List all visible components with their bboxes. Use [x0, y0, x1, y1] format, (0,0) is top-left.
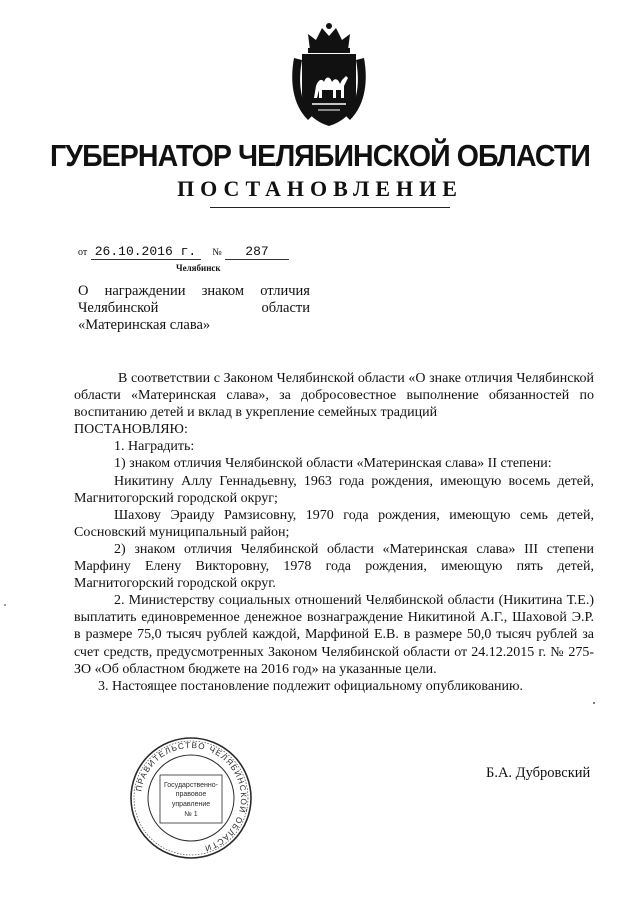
- document-date: 26.10.2016 г.: [91, 245, 201, 260]
- stamp-center-line: Государственно-: [163, 782, 219, 789]
- clause-2: 2. Министерству социальных отношений Челябинской области (Никитина Т.Е.) выплатить единовременное денежное вознаграждение Никитиной А.Г., Шаховой Э.Р. в размере 75,0 тысяч рублей каждой, Марфиной Е.В. в размере 50,0 тысяч рублей за счет средств, предусмотренных Законом Челябинской области от 24.12.2015 г. № 275-ЗО «Об областном бюджете на 2016 год» на указанные цели.: [74, 593, 594, 677]
- clause-1-2: 2) знаком отличия Челябинской области «Материнская слава» III степени Марфину Елену Викторовну, 1978 года рождения, имеющую пять детей, Магнитогорский городской округ.: [74, 541, 594, 592]
- document-body: [74, 370, 594, 695]
- awardee-shakhova: Шахову Эраиду Рамзисовну, 1970 года рождения, имеющую семь детей, Сосновский муниципальный район;: [74, 507, 594, 540]
- document-number: 287: [225, 245, 289, 260]
- subject-award-name: «Материнская слава»: [78, 317, 211, 333]
- coat-of-arms-icon: [288, 20, 370, 130]
- official-stamp-icon: [128, 735, 254, 861]
- awardee-nikitina: Никитину Аллу Геннадьевну, 1963 года рождения, имеющую восемь детей, Магнитогорский городской округ;: [74, 473, 594, 506]
- decree-word: ПОСТАНОВЛЯЮ:: [74, 422, 188, 438]
- preamble-paragraph: В соответствии с Законом Челябинской области «О знаке отличия Челябинской области «Материнская слава», за добросовестное выполнение обязанностей по воспитанию детей и вклад в укрепление семейных традиций: [74, 371, 594, 421]
- stamp-outer-text: ПРАВИТЕЛЬСТВО ЧЕЛЯБИНСКОЙ ОБЛАСТИ: [134, 740, 249, 854]
- registration-line: [78, 244, 289, 264]
- stamp-center-line: правовое: [175, 791, 207, 798]
- scan-mark: [593, 702, 595, 704]
- subject-word: Челябинской: [78, 300, 159, 316]
- governor-title: ГУБЕРНАТОР ЧЕЛЯБИНСКОЙ ОБЛАСТИ: [50, 138, 590, 173]
- date-prefix: от: [78, 247, 88, 258]
- document-type: ПОСТАНОВЛЕНИЕ: [177, 176, 463, 201]
- clause-1-1: 1) знаком отличия Челябинской области «Материнская слава» II степени:: [114, 456, 552, 472]
- subject-word: области: [261, 300, 310, 316]
- stamp-center-line: № 1: [184, 811, 198, 818]
- document-subject: [78, 283, 310, 334]
- subject-word: награждении: [104, 283, 186, 299]
- number-prefix: №: [212, 247, 222, 258]
- signatory-name: Б.А. Дубровский: [486, 765, 591, 781]
- stamp-center-line: управление: [171, 801, 211, 808]
- clause-3: 3. Настоящее постановление подлежит официальному опубликованию.: [98, 678, 523, 694]
- subject-word: отличия: [260, 283, 310, 299]
- scan-mark: [4, 604, 6, 606]
- city-label: Челябинск: [176, 263, 221, 273]
- subject-word: знаком: [201, 283, 245, 299]
- clause-1: 1. Наградить:: [114, 439, 195, 455]
- title-underline: [210, 207, 450, 208]
- subject-word: О: [78, 283, 89, 299]
